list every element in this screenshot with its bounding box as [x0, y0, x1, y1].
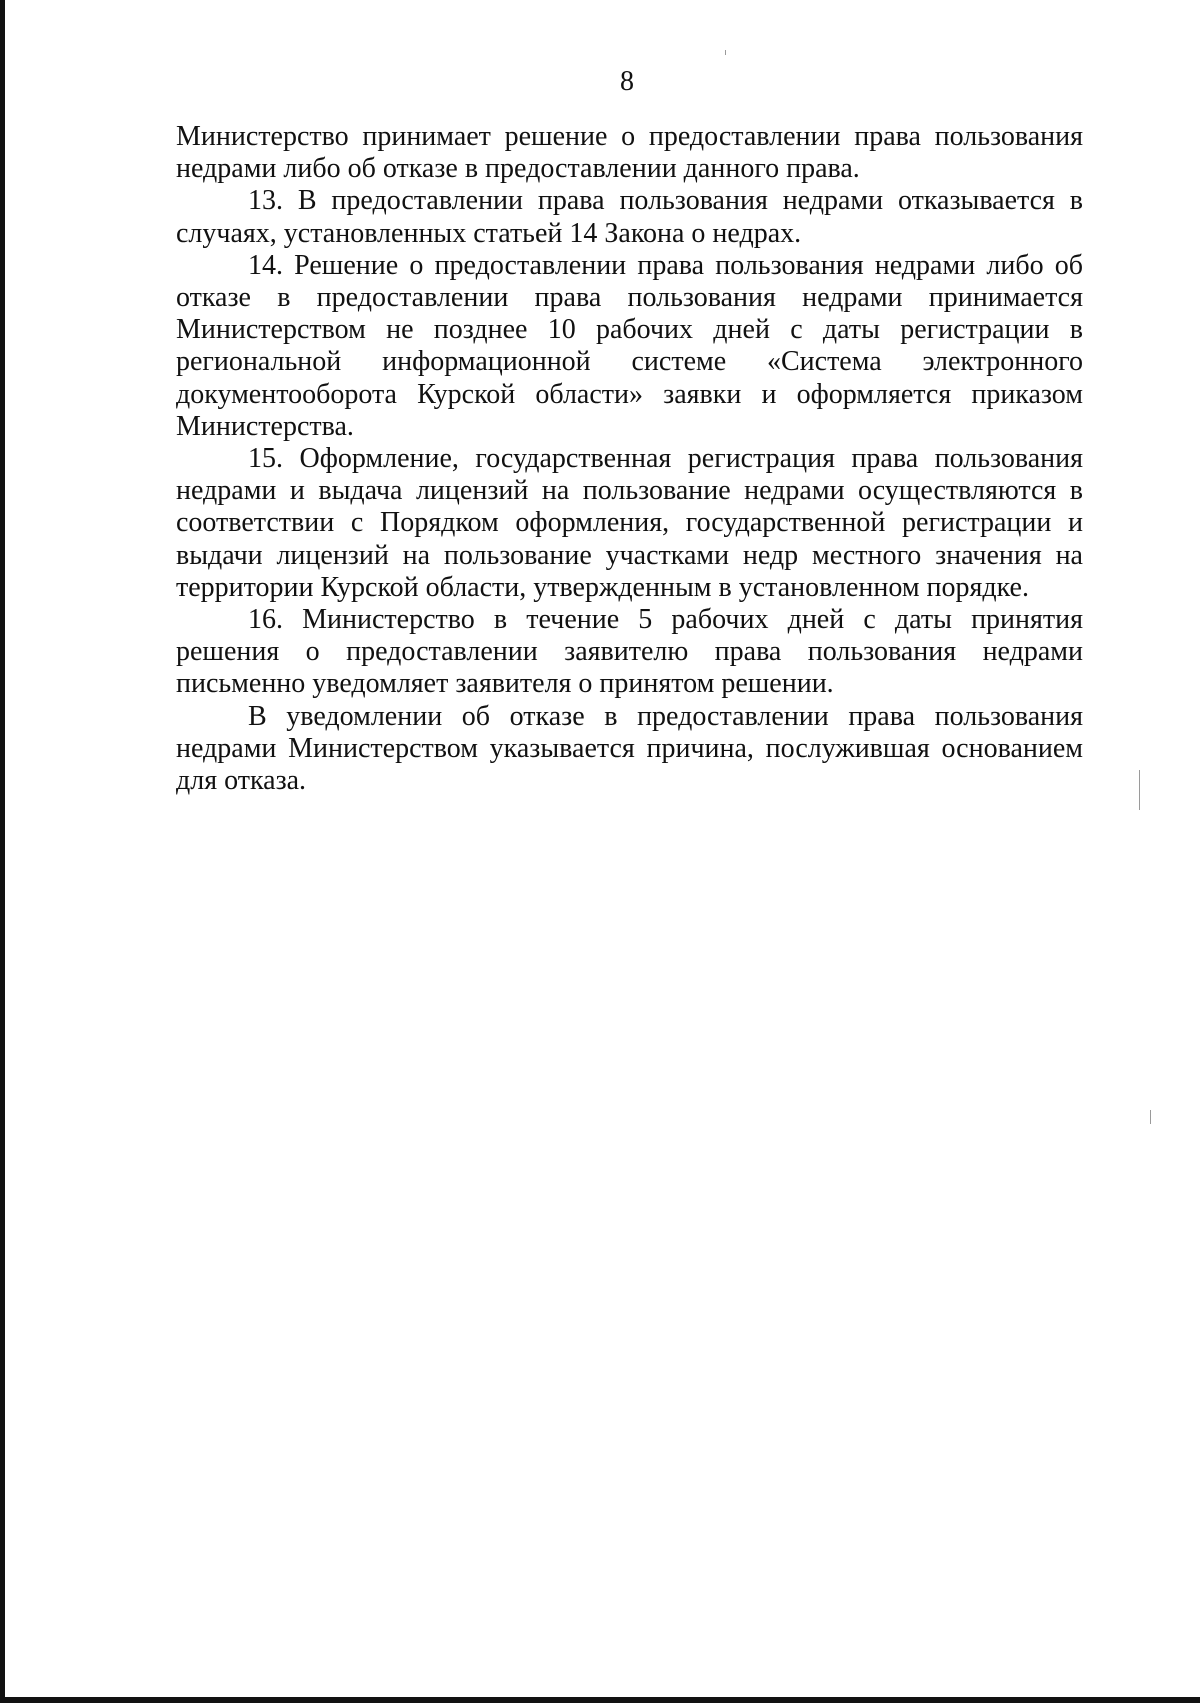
paragraph-16: 16. Министерство в течение 5 рабочих дней с даты принятия решения о предоставлении заявителю права пользования недрами письменно уведомляет заявителя о принятом решении.: [176, 604, 1083, 700]
document-body: [176, 121, 1083, 797]
scan-speck: [725, 50, 726, 55]
paragraph-14: 14. Решение о предоставлении права пользования недрами либо об отказе в предоставлении права пользования недрами принимается Министерством не позднее 10 рабочих дней с даты регистрации в региональной информационной системе «Система электронного документооборота Курской области» заявки и оформляется приказом Министерства.: [176, 249, 1083, 442]
paragraph-13: 13. В предоставлении права пользования недрами отказывается в случаях, установленных статьей 14 Закона о недрах.: [176, 185, 1083, 249]
scan-bottom-edge: [0, 1697, 1200, 1703]
paragraph-15: 15. Оформление, государственная регистрация права пользования недрами и выдача лицензий на пользование недрами осуществляются в соответствии с Порядком оформления, государственной регистрации и выдачи лицензий на пользование участками недр местного значения на территории Курской области, утвержденным в установленном порядке.: [176, 443, 1083, 603]
scan-left-edge: [0, 0, 5, 1703]
paragraph-refusal-notice: В уведомлении об отказе в предоставлении права пользования недрами Министерством указывается причина, послужившая основанием для отказа.: [176, 700, 1083, 797]
scan-speck: [1139, 770, 1140, 810]
page-number: 8: [620, 66, 634, 97]
scan-speck: [1150, 1110, 1151, 1124]
paragraph-decision-continuation: Министерство принимает решение о предоставлении права пользования недрами либо об отказе в предоставлении данного права.: [176, 121, 1083, 185]
